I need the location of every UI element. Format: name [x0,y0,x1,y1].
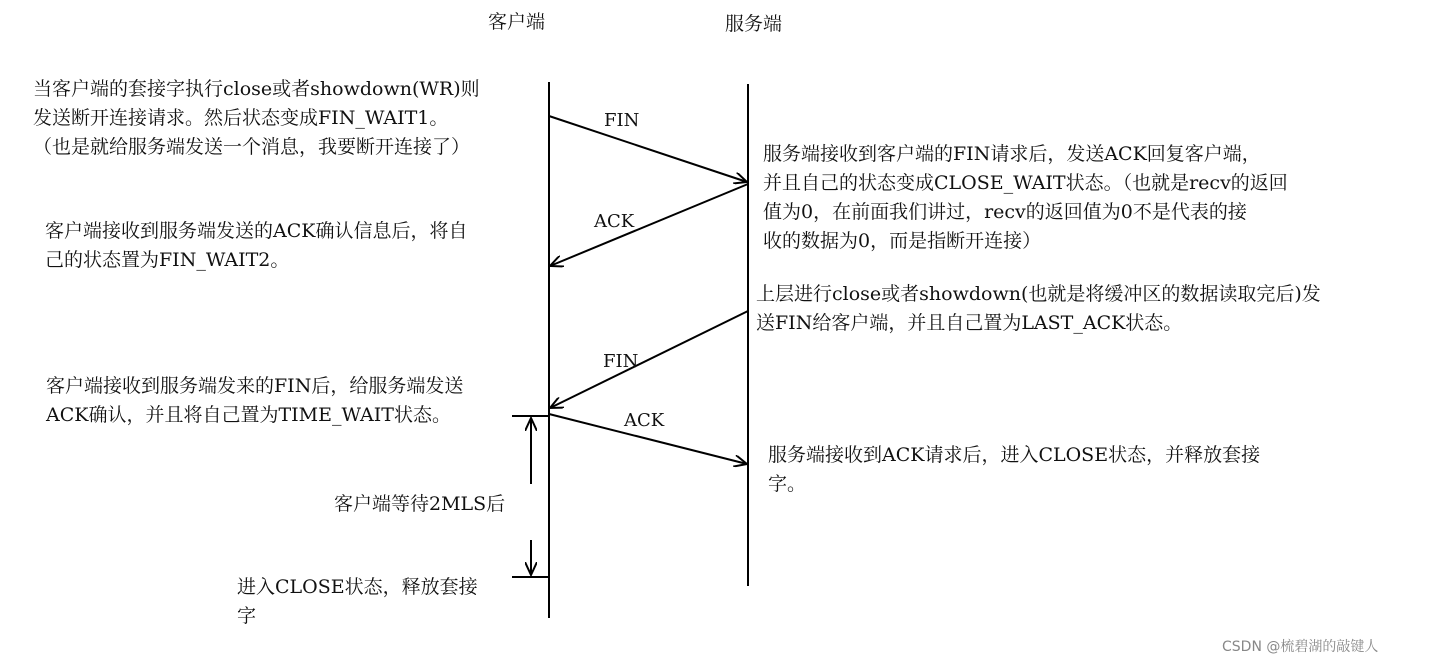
note-line: 值为0，在前面我们讲过，recv的返回值为0不是代表的接 [763,201,1247,223]
client-header: 客户端 [488,11,546,33]
fin-label-2: FIN [603,351,639,372]
note-line: 字。 [768,473,807,495]
note-client-close [33,75,480,162]
note-client-closed [237,573,478,631]
note-server-recv-ack [768,441,1260,499]
note-line: 服务端接收到客户端的FIN请求后，发送ACK回复客户端， [763,143,1261,165]
note-client-wait: 客户端等待2MLS后 [334,493,506,515]
note-line: 客户端接收到服务端发来的FIN后，给服务端发送 [46,375,464,397]
ack-arrow-server-to-client [550,184,748,266]
note-line: （也是就给服务端发送一个消息，我要断开连接了） [33,136,471,158]
note-client-recv-fin [46,372,463,430]
fin-arrow-client-to-server [549,116,747,182]
note-server-recv-fin [763,140,1288,256]
note-line: 上层进行close或者showdown(也就是将缓冲区的数据读取完后)发 [756,283,1321,305]
note-server-close [756,280,1321,338]
note-line: 并且自己的状态变成CLOSE_WAIT状态。（也就是recv的返回 [763,172,1288,194]
note-line: 收的数据为0，而是指断开连接） [763,230,1042,252]
fin-arrow-server-to-client [550,311,748,408]
watermark: CSDN @梳碧湖的敲键人 [1222,639,1379,655]
note-line: ACK确认，并且将自己置为TIME_WAIT状态。 [46,404,451,426]
note-client-recv-ack [45,217,467,275]
server-header: 服务端 [725,13,783,35]
note-line: 字 [237,605,257,627]
note-line: 进入CLOSE状态，释放套接 [237,576,478,598]
note-line: 送FIN给客户端，并且自己置为LAST_ACK状态。 [756,312,1183,334]
ack-label-2: ACK [624,410,665,431]
note-line: 服务端接收到ACK请求后，进入CLOSE状态，并释放套接 [768,444,1261,466]
note-line: 己的状态置为FIN_WAIT2。 [45,249,290,271]
note-line: 当客户端的套接字执行close或者showdown(WR)则 [33,78,480,100]
note-line: 发送断开连接请求。然后状态变成FIN_WAIT1。 [33,107,449,129]
fin-label-1: FIN [604,110,640,131]
ack-label-1: ACK [594,211,635,232]
note-line: 客户端接收到服务端发送的ACK确认信息后，将自 [45,220,468,242]
